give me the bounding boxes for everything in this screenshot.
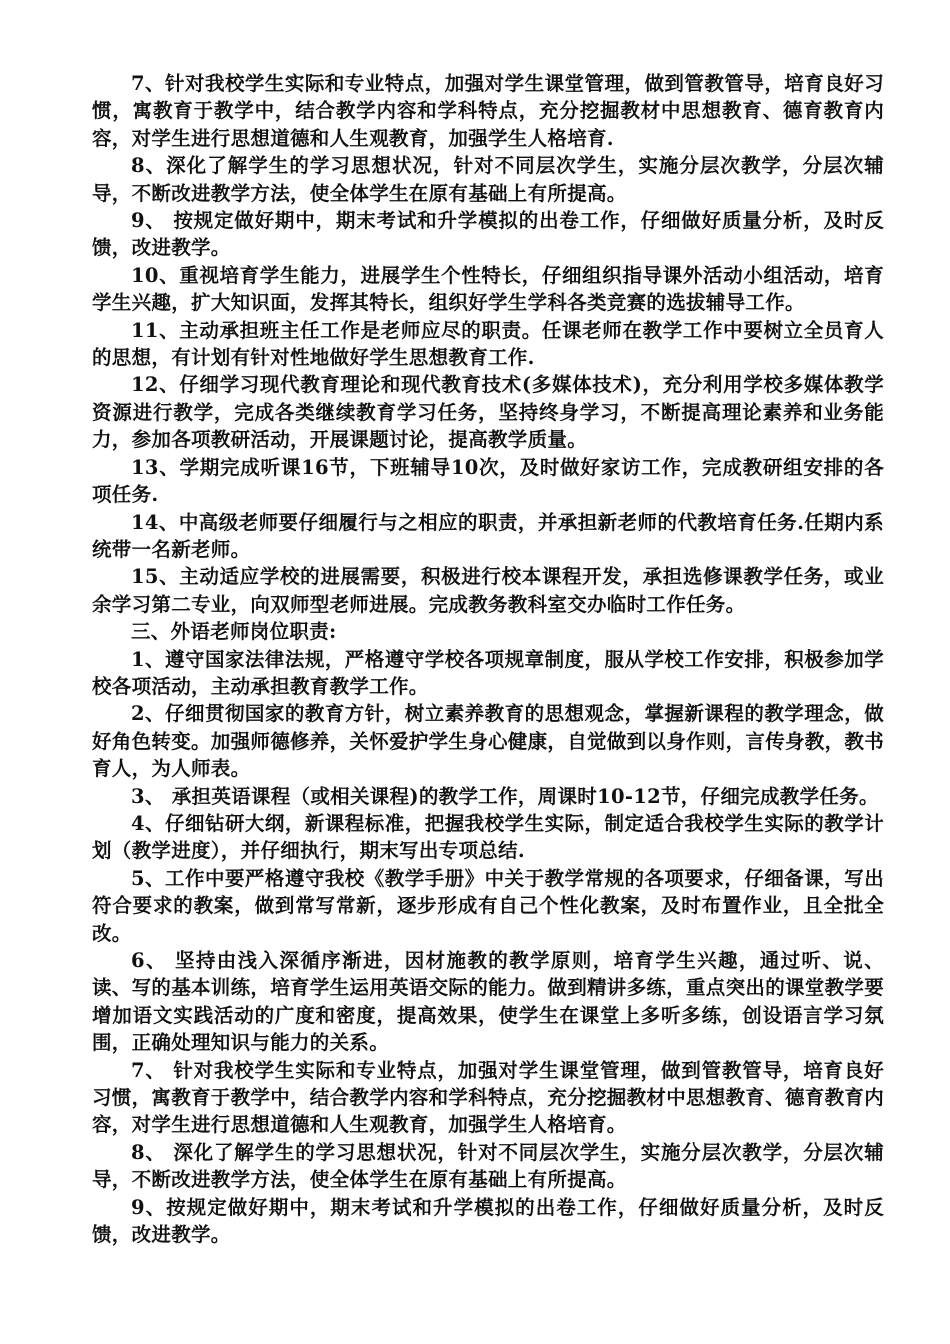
- english-paragraph-3: 3、 承担英语课程（或相关课程)的教学工作，周课时10-12节，仔细完成教学任务。: [131, 784, 879, 808]
- english-paragraph-6: 6、 坚持由浅入深循序渐进，因材施教的教学原则，培育学生兴趣，通过听、说、读、写的基本训练，培育学生运用英语交际的能力。做到精讲多练，重点突出的课堂教学要增加语文实践活动的广度和密度，提高效果，使学生在课堂上多听多练，创设语言学习氛围，正确处理知识与能力的关系。: [92, 949, 885, 1055]
- english-paragraph-2: 2、仔细贯彻国家的教育方针，树立素养教育的思想观念，掌握新课程的教学理念，做好角色转变。加强师德修养，关怀爱护学生身心健康，自觉做到以身作则，言传身教，教书育人，为人师表。: [92, 702, 885, 781]
- paragraph-10: 10、重视培育学生能力，进展学生个性特长，仔细组织指导课外活动小组活动，培育学生兴趣，扩大知识面，发挥其特长，组织好学生学科各类竞赛的选拔辅导工作。: [92, 263, 884, 315]
- paragraph-7: 7、针对我校学生实际和专业特点，加强对学生课堂管理，做到管教管导，培育良好习惯，寓教育于教学中，结合教学内容和学科特点，充分挖掘教材中思想教育、德育教育内容，对学生进行思想道德和人生观教育，加强学生人格培育.: [92, 72, 884, 150]
- paragraph-11: 11、主动承担班主任工作是老师应尽的职责。任课老师在教学工作中要树立全员育人的思想，有计划有针对性地做好学生思想教育工作.: [92, 318, 884, 370]
- paragraph-8: 8、深化了解学生的学习思想状况，针对不同层次学生，实施分层次教学，分层次辅导，不断改进教学方法，使全体学生在原有基础上有所提高。: [92, 154, 884, 205]
- paragraph-12: 12、仔细学习现代教育理论和现代教育技术(多媒体技术)，充分利用学校多媒体教学资源进行教学，完成各类继续教育学习任务，坚持终身学习，不断提高理论素养和业务能力，参加各项教研活动，开展课题讨论，提高教学质量。: [92, 373, 884, 452]
- english-paragraph-9: 9、按规定做好期中，期末考试和升学模拟的出卷工作，仔细做好质量分析，及时反馈，改进教学。: [92, 1195, 884, 1247]
- english-paragraph-7: 7、 针对我校学生实际和专业特点，加强对学生课堂管理，做到管教管导，培育良好习惯，寓教育于教学中，结合教学内容和学科特点，充分挖掘教材中思想教育、德育教育内容，对学生进行思想道德和人生观教育，加强学生人格培育。: [92, 1058, 885, 1137]
- document-page: [92, 70, 884, 1248]
- paragraph-13: 13、学期完成听课16节，下班辅导10次，及时做好家访工作，完成教研组安排的各项任务.: [92, 455, 884, 507]
- english-paragraph-4: 4、仔细钻研大纲，新课程标准，把握我校学生实际，制定适合我校学生实际的教学计划（教学进度），并仔细执行，期末写出专项总结.: [92, 811, 884, 863]
- english-paragraph-5: 5、工作中要严格遵守我校《教学手册》中关于教学常规的各项要求，仔细备课，写出符合要求的教案，做到常写常新，逐步形成有自己个性化教案，及时布置作业，且全批全改。: [92, 866, 884, 945]
- english-paragraph-1: 1、遵守国家法律法规，严格遵守学校各项规章制度，服从学校工作安排，积极参加学校各项活动，主动承担教育教学工作。: [92, 647, 884, 698]
- paragraph-14: 14、中高级老师要仔细履行与之相应的职责，并承担新老师的代教培育任务.任期内系统带一名新老师。: [92, 510, 884, 561]
- english-paragraph-8: 8、 深化了解学生的学习思想状况，针对不同层次学生，实施分层次教学，分层次辅导，不断改进教学方法，使全体学生在原有基础上有所提高。: [92, 1140, 884, 1192]
- paragraph-15: 15、主动适应学校的进展需要，积极进行校本课程开发，承担选修课教学任务，或业余学习第二专业，向双师型老师进展。完成教务教科室交办临时工作任务。: [92, 565, 884, 616]
- section-heading: 三、外语老师岗位职责:: [131, 620, 337, 644]
- paragraph-9: 9、 按规定做好期中，期末考试和升学模拟的出卷工作，仔细做好质量分析，及时反馈，改进教学。: [92, 209, 884, 260]
